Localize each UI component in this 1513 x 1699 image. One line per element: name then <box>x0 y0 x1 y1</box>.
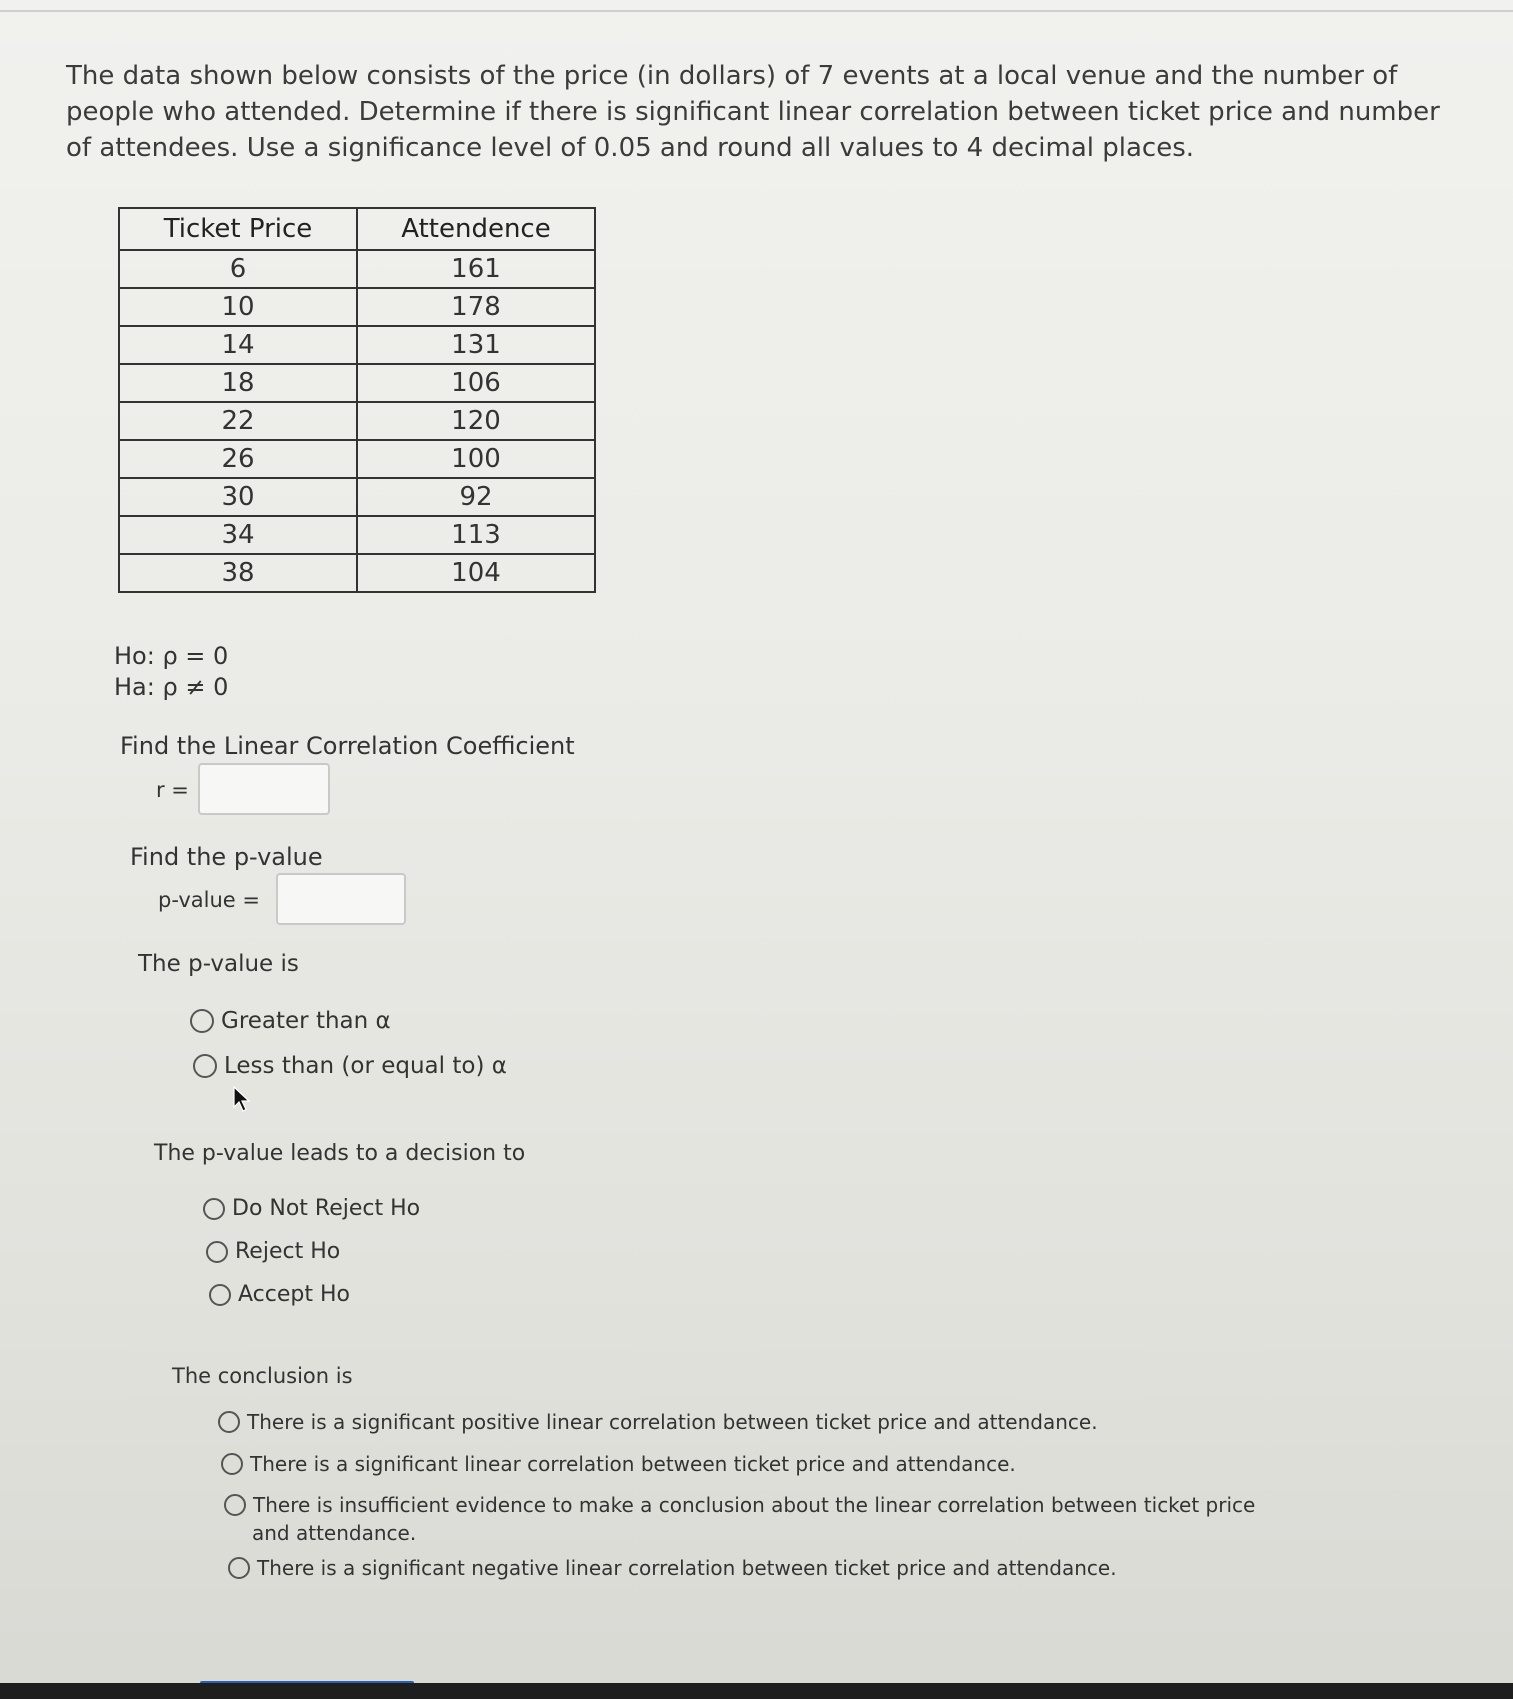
correlation-heading: Find the Linear Correlation Coefficient <box>120 732 575 760</box>
radio-icon[interactable] <box>203 1198 225 1220</box>
table-cell: 161 <box>357 250 595 288</box>
question-prompt: The data shown below consists of the price (in dollars) of 7 events at a local venue and the number of people who attended. Determine if there is significant linear correlation between ticket price and number of attendees. Use a significance level of 0.05 and round all values to 4 decimal places. <box>66 61 1440 163</box>
top-divider <box>0 10 1513 12</box>
option-label: Reject Ho <box>235 1239 341 1264</box>
table-row <box>119 516 595 554</box>
option-label: Greater than α <box>221 1008 391 1034</box>
data-table <box>118 207 596 593</box>
radio-icon[interactable] <box>193 1054 217 1078</box>
table-cell: 104 <box>357 554 595 592</box>
radio-icon[interactable] <box>206 1241 228 1263</box>
table-cell: 18 <box>119 364 357 402</box>
option-label: There is a significant negative linear correlation between ticket price and attendance. <box>257 1556 1117 1580</box>
table-cell: 92 <box>357 478 595 516</box>
option-insufficient-evidence-continued: and attendance. <box>252 1521 417 1545</box>
option-do-not-reject[interactable] <box>203 1196 420 1221</box>
pvalue-heading: Find the p-value <box>130 843 323 871</box>
table-row <box>119 250 595 288</box>
table-cell: 120 <box>357 402 595 440</box>
r-label: r = <box>156 778 189 802</box>
option-label: There is insufficient evidence to make a conclusion about the linear correlation between ticket price <box>253 1493 1256 1517</box>
radio-icon[interactable] <box>228 1557 250 1579</box>
table-row <box>119 554 595 592</box>
radio-icon[interactable] <box>209 1284 231 1306</box>
table-cell: 106 <box>357 364 595 402</box>
table-cell: 178 <box>357 288 595 326</box>
table-cell: 30 <box>119 478 357 516</box>
option-greater-than-alpha[interactable] <box>190 1008 391 1034</box>
decision-heading: The p-value leads to a decision to <box>154 1141 526 1166</box>
table-cell: 14 <box>119 326 357 364</box>
table-cell: 22 <box>119 402 357 440</box>
table-row <box>119 326 595 364</box>
table-cell: 26 <box>119 440 357 478</box>
radio-icon[interactable] <box>218 1411 240 1433</box>
option-less-than-alpha[interactable] <box>193 1053 507 1079</box>
option-insufficient-evidence[interactable] <box>224 1493 1255 1517</box>
comparison-heading: The p-value is <box>138 951 299 977</box>
table-row <box>119 478 595 516</box>
table-cell: 6 <box>119 250 357 288</box>
null-hypothesis: Ho: ρ = 0 <box>114 642 229 670</box>
column-header-ticket-price: Ticket Price <box>119 208 357 250</box>
column-header-attendence: Attendence <box>357 208 595 250</box>
radio-icon[interactable] <box>224 1494 246 1516</box>
table-cell: 38 <box>119 554 357 592</box>
r-input[interactable] <box>198 763 330 815</box>
table-cell: 131 <box>357 326 595 364</box>
table-cell: 34 <box>119 516 357 554</box>
radio-icon[interactable] <box>221 1453 243 1475</box>
screen-bottom-edge <box>0 1683 1513 1699</box>
option-accept[interactable] <box>209 1282 350 1307</box>
pvalue-label: p-value = <box>158 888 260 912</box>
option-positive-correlation[interactable] <box>218 1410 1098 1434</box>
table-cell: 113 <box>357 516 595 554</box>
table-row <box>119 288 595 326</box>
table-header-row <box>119 208 595 250</box>
option-label: There is a significant positive linear correlation between ticket price and attendance. <box>247 1410 1098 1434</box>
radio-icon[interactable] <box>190 1009 214 1033</box>
table-cell: 100 <box>357 440 595 478</box>
pvalue-input[interactable] <box>276 873 406 925</box>
table-row <box>119 364 595 402</box>
option-label: Do Not Reject Ho <box>232 1196 421 1221</box>
option-significant-correlation[interactable] <box>221 1452 1016 1476</box>
option-label: There is a significant linear correlation between ticket price and attendance. <box>250 1452 1016 1476</box>
table-row <box>119 402 595 440</box>
option-negative-correlation[interactable] <box>228 1556 1117 1580</box>
option-reject[interactable] <box>206 1239 340 1264</box>
mouse-pointer-icon <box>232 1085 254 1113</box>
table-cell: 10 <box>119 288 357 326</box>
alternative-hypothesis: Ha: ρ ≠ 0 <box>114 673 229 701</box>
table-row <box>119 440 595 478</box>
option-label: Less than (or equal to) α <box>224 1053 507 1079</box>
conclusion-heading: The conclusion is <box>172 1364 353 1388</box>
option-label: Accept Ho <box>238 1282 350 1307</box>
